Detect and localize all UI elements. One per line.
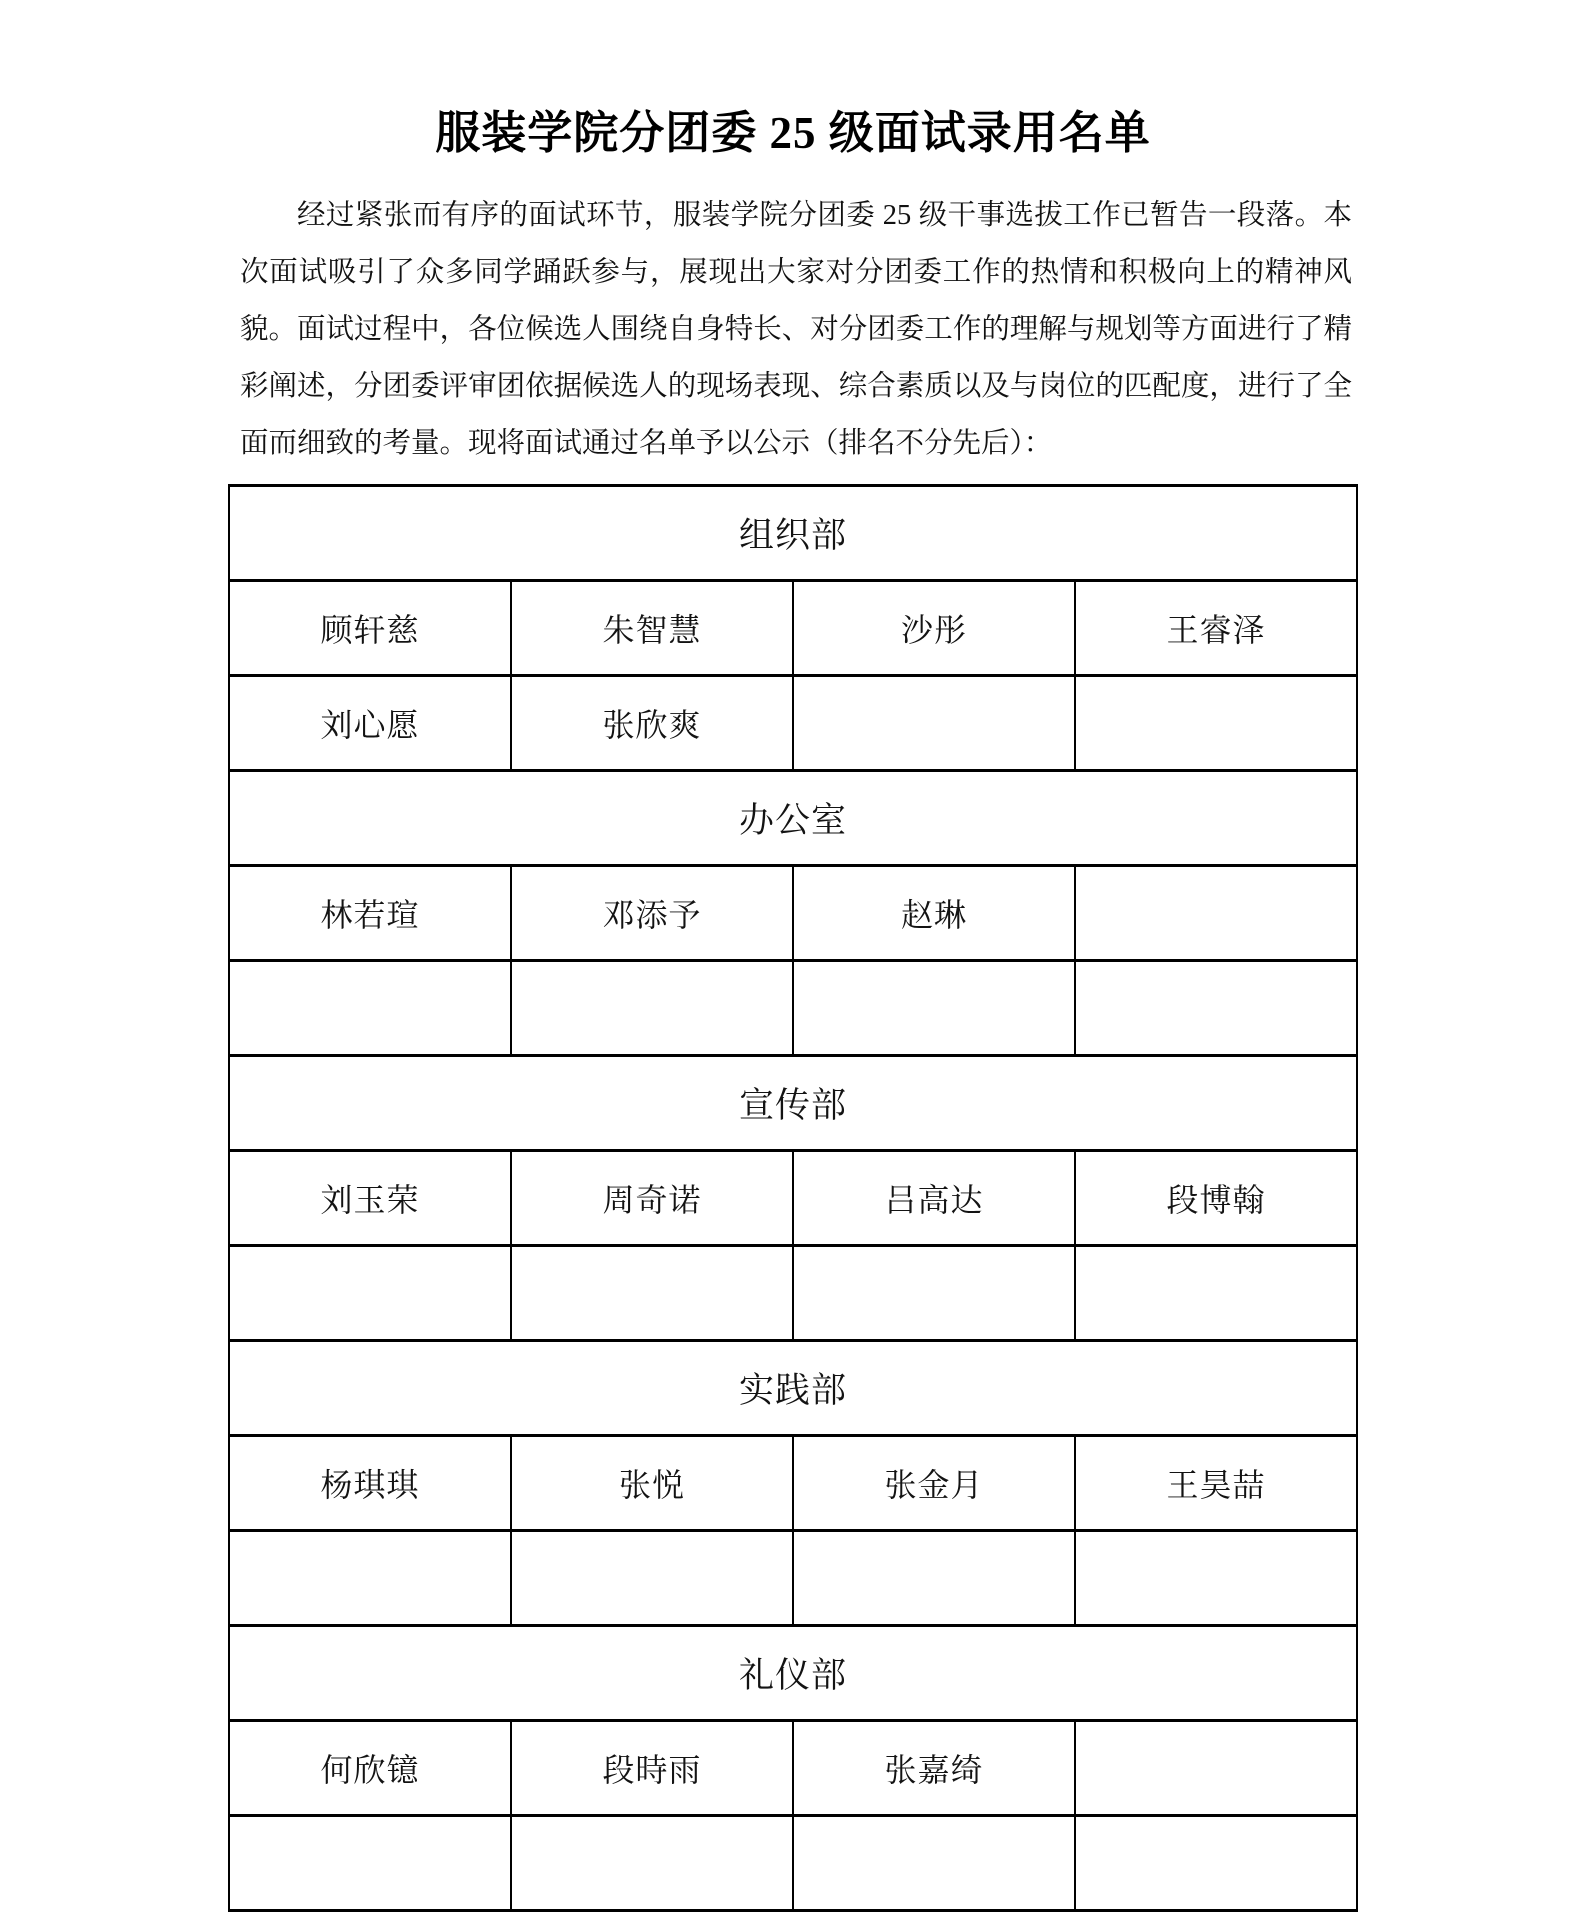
member-name-cell: 张悦 [511,1435,793,1530]
member-row [229,1150,1357,1245]
department-header-row [229,485,1357,580]
document-content [228,0,1358,1912]
member-name-cell: 周奇诺 [511,1150,793,1245]
department-header-row [229,1625,1357,1720]
empty-cell [1075,675,1357,770]
department-header-row [229,1055,1357,1150]
member-row [229,580,1357,675]
roster-table [228,484,1358,1912]
empty-cell [1075,865,1357,960]
member-name-cell: 张金月 [793,1435,1075,1530]
member-row [229,960,1357,1055]
member-name-cell: 朱智慧 [511,580,793,675]
empty-cell [1075,1245,1357,1340]
member-name-cell: 杨琪琪 [229,1435,511,1530]
department-header-cell: 实践部 [229,1340,1357,1435]
empty-cell [793,675,1075,770]
member-name-cell: 邓添予 [511,865,793,960]
department-header-cell: 礼仪部 [229,1625,1357,1720]
member-row [229,865,1357,960]
empty-cell [1075,1530,1357,1625]
member-row [229,1530,1357,1625]
roster-table-body [229,485,1357,1910]
empty-cell [1075,1720,1357,1815]
member-name-cell: 刘玉荣 [229,1150,511,1245]
member-name-cell: 张欣爽 [511,675,793,770]
empty-cell [229,960,511,1055]
intro-paragraph: 经过紧张而有序的面试环节，服装学院分团委 25 级干事选拔工作已暂告一段落。本次面试吸引了众多同学踊跃参与，展现出大家对分团委工作的热情和积极向上的精神风貌。面试过程中，各位候选人围绕自身特长、对分团委工作的理解与规划等方面进行了精彩阐述，分团委评审团依据候选人的现场表现、综合素质以及与岗位的匹配度，进行了全面而细致的考量。现将面试通过名单予以公示（排名不分先后）： [240,199,1352,459]
empty-cell [793,960,1075,1055]
empty-cell [793,1815,1075,1910]
empty-cell [793,1530,1075,1625]
member-name-cell: 张嘉绮 [793,1720,1075,1815]
member-name-cell: 王睿泽 [1075,580,1357,675]
document-title: 服装学院分团委 25 级面试录用名单 [435,108,1151,158]
member-name-cell: 林若瑄 [229,865,511,960]
department-header-row [229,1340,1357,1435]
member-name-cell: 顾轩慈 [229,580,511,675]
empty-cell [511,1815,793,1910]
department-header-cell: 宣传部 [229,1055,1357,1150]
empty-cell [229,1530,511,1625]
member-name-cell: 何欣镱 [229,1720,511,1815]
department-header-cell: 办公室 [229,770,1357,865]
empty-cell [229,1815,511,1910]
member-row [229,1720,1357,1815]
department-header-row [229,770,1357,865]
member-name-cell: 赵琳 [793,865,1075,960]
member-name-cell: 吕高达 [793,1150,1075,1245]
member-name-cell: 王昊喆 [1075,1435,1357,1530]
member-name-cell: 沙彤 [793,580,1075,675]
empty-cell [229,1245,511,1340]
member-row [229,675,1357,770]
empty-cell [511,1530,793,1625]
member-name-cell: 刘心愿 [229,675,511,770]
empty-cell [511,1245,793,1340]
empty-cell [793,1245,1075,1340]
empty-cell [1075,960,1357,1055]
member-row [229,1815,1357,1910]
member-name-cell: 段時雨 [511,1720,793,1815]
member-row [229,1435,1357,1530]
empty-cell [511,960,793,1055]
member-name-cell: 段博翰 [1075,1150,1357,1245]
department-header-cell: 组织部 [229,485,1357,580]
member-row [229,1245,1357,1340]
empty-cell [1075,1815,1357,1910]
